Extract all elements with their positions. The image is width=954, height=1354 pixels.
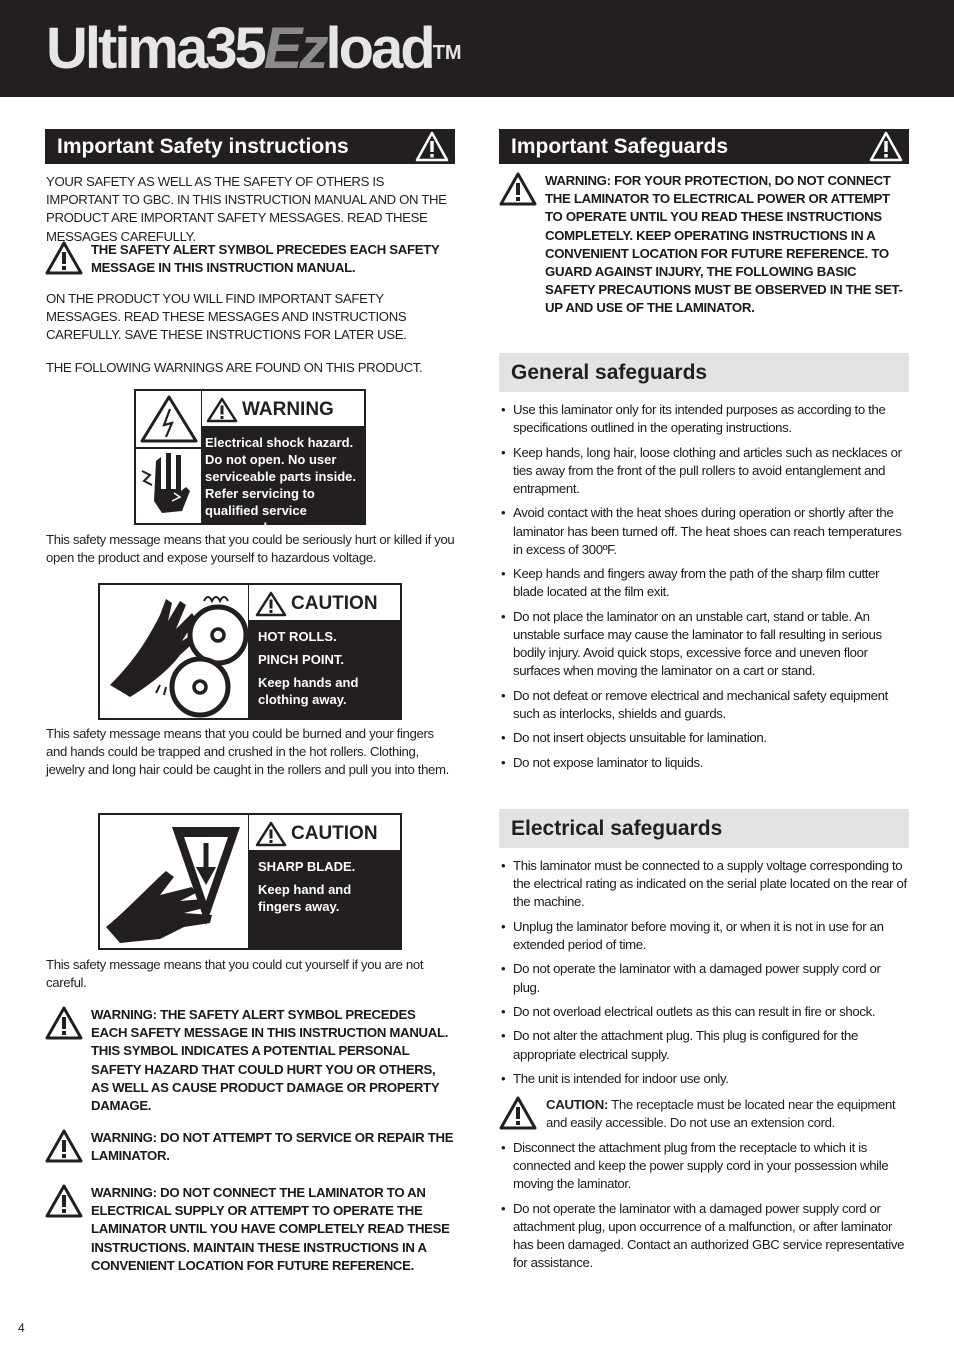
logo-ez: Ez xyxy=(263,16,326,81)
page-number: 4 xyxy=(18,1321,25,1335)
sharp-blade-icon xyxy=(100,815,249,948)
caution-label-hot-rolls xyxy=(98,583,402,720)
header-bar xyxy=(0,0,954,97)
list-item: • Do not operate the laminator with a damaged power supply cord or plug. xyxy=(499,960,907,996)
warning-label-title: WARNING xyxy=(202,391,364,428)
alert-triangle-icon xyxy=(869,131,903,162)
intro-text: YOUR SAFETY AS WELL AS THE SAFETY OF OTHERS IS IMPORTANT TO GBC. IN THIS INSTRUCTION MANUAL AND ON THE PRODUCT ARE IMPORTANT SAFETY MESSAGES. READ THESE MESSAGES CAREFULLY. xyxy=(46,174,447,244)
alert-triangle-icon xyxy=(45,1129,83,1163)
caution-receptacle-text: CAUTION: The receptacle must be located near the equipment and easily accessible. Do not use an extension cord. xyxy=(546,1097,896,1131)
list-item: • Keep hands and fingers away from the path of the sharp film cutter blade located at the film exit. xyxy=(499,565,907,601)
list-item: • Disconnect the attachment plug from the receptacle to which it is connected and keep the power supply cord in your possession while moving the laminator. xyxy=(499,1139,907,1194)
list-item: • Do not overload electrical outlets as this can result in fire or shock. xyxy=(499,1003,907,1021)
electric-shock-icon xyxy=(136,391,202,523)
electrical-safeguards-list xyxy=(499,857,907,1094)
logo-tm: TM xyxy=(432,42,462,64)
general-safeguards-list xyxy=(499,401,907,778)
warning-text-3: WARNING: DO NOT CONNECT THE LAMINATOR TO AN ELECTRICAL SUPPLY OR ATTEMPT TO OPERATE THE LAMINATOR UNTIL YOU HAVE COMPLETELY READ THESE INSTRUCTIONS. MAINTAIN THESE INSTRUCTIONS IN A CONVENIENT LOCATION FOR FUTURE REFERENCE. xyxy=(91,1185,450,1273)
warning-text-1: WARNING: THE SAFETY ALERT SYMBOL PRECEDES EACH SAFETY MESSAGE IN THIS INSTRUCTION MANUAL. THIS SYMBOL INDICATES A POTENTIAL PERSONAL SAFETY HAZARD THAT COULD HURT YOU OR OTHERS, AS WELL AS CAUSE PRODUCT DAMAGE OR PROPERTY DAMAGE. xyxy=(91,1007,449,1114)
hot-rolls-pinch-icon xyxy=(100,585,249,718)
safety-instructions-heading: Important Safety instructions xyxy=(45,129,455,164)
label3-description: This safety message means that you could cut yourself if you are not careful. xyxy=(46,957,424,991)
list-item: • Do not defeat or remove electrical and mechanical safety equipment such as interlocks, shields and guards. xyxy=(499,687,907,723)
alert-triangle-icon xyxy=(415,131,449,162)
caution-label-title: CAUTION xyxy=(249,585,400,622)
alert-triangle-icon xyxy=(255,591,287,617)
alert-triangle-icon xyxy=(45,1006,83,1040)
alert-triangle-icon xyxy=(45,241,83,275)
list-item: • The unit is intended for indoor use only. xyxy=(499,1070,907,1088)
safeguards-heading: Important Safeguards xyxy=(499,129,909,164)
alert-triangle-icon xyxy=(499,172,537,206)
warning-label-text: Electrical shock hazard. Do not open. No user serviceable parts inside. Refer servicing to qualified service personnel. xyxy=(202,428,364,523)
list-item: • Do not place the laminator on an unstable cart, stand or table. An unstable surface may cause the laminator to fall resulting in serious bodily injury. Avoid quick stops, excessive force and uneven floor surfaces when moving the laminator on a cart or stand. xyxy=(499,608,907,681)
following-warnings-text: THE FOLLOWING WARNINGS ARE FOUND ON THIS PRODUCT. xyxy=(46,360,423,375)
label2-description: This safety message means that you could be burned and your fingers and hands could be trapped and crushed in the hot rollers. Clothing, jewelry and long hair could be caught in the rollers and pull you into them. xyxy=(46,726,449,778)
list-item: • Use this laminator only for its intended purposes as according to the specifications outlined in the operating instructions. xyxy=(499,401,907,437)
product-logo xyxy=(46,14,462,94)
list-item: • Do not alter the attachment plug. This plug is configured for the appropriate electrical supply. xyxy=(499,1027,907,1063)
alert-triangle-icon xyxy=(45,1184,83,1218)
list-item: • Do not expose laminator to liquids. xyxy=(499,754,907,772)
list-item: • This laminator must be connected to a supply voltage corresponding to the electrical rating as indicated on the serial plate located on the rear of the machine. xyxy=(499,857,907,912)
safeguards-warning-text: WARNING: FOR YOUR PROTECTION, DO NOT CONNECT THE LAMINATOR TO ELECTRICAL POWER OR ATTEMPT TO OPERATE UNTIL YOU READ THESE INSTRUCTIONS COMPLETELY. KEEP OPERATING INSTRUCTIONS IN A CONVENIENT LOCATION FOR FUTURE REFERENCE. TO GUARD AGAINST INJURY, THE FOLLOWING BASIC SAFETY PRECAUTIONS MUST BE OBSERVED IN THE SET-UP AND USE OF THE LAMINATOR. xyxy=(545,173,903,316)
caution-label-title: CAUTION xyxy=(249,815,400,852)
list-item: • Do not insert objects unsuitable for lamination. xyxy=(499,729,907,747)
alert-triangle-icon xyxy=(255,821,287,847)
caution-label-hot-rolls-text: HOT ROLLS. PINCH POINT. Keep hands and clothing away. xyxy=(249,622,400,718)
caution-label-sharp-blade-text: SHARP BLADE. Keep hand and fingers away. xyxy=(249,852,400,948)
alert-triangle-icon xyxy=(499,1096,537,1130)
alert-symbol-text: THE SAFETY ALERT SYMBOL PRECEDES EACH SAFETY MESSAGE IN THIS INSTRUCTION MANUAL. xyxy=(91,242,440,276)
list-item: • Do not operate the laminator with a damaged power supply cord or attachment plug, upon occurrence of a malfunction, or after laminator has been damaged. Contact an authorized GBC service representative for assistance. xyxy=(499,1200,907,1273)
logo-main: Ultima35 xyxy=(46,16,264,81)
logo-load: load xyxy=(325,16,433,81)
caution-label-sharp-blade xyxy=(98,813,402,950)
list-item: • Avoid contact with the heat shoes during operation or shortly after the laminator has been turned off. The heat shoes can reach temperatures in excess of 300ºF. xyxy=(499,504,907,559)
list-item: • Unplug the laminator before moving it, or when it is not in use for an extended period of time. xyxy=(499,918,907,954)
alert-triangle-icon xyxy=(206,397,238,423)
label1-description: This safety message means that you could be seriously hurt or killed if you open the product and expose yourself to hazardous voltage. xyxy=(46,532,455,566)
electrical-safeguards-heading: Electrical safeguards xyxy=(499,809,909,848)
general-safeguards-heading: General safeguards xyxy=(499,353,909,392)
list-item: • Keep hands, long hair, loose clothing and articles such as necklaces or ties away from the front of the pull rollers to avoid entanglement and entrapment. xyxy=(499,444,907,499)
product-messages-text: ON THE PRODUCT YOU WILL FIND IMPORTANT SAFETY MESSAGES. READ THESE MESSAGES AND INSTRUCTIONS CAREFULLY. SAVE THESE INSTRUCTIONS FOR LATER USE. xyxy=(46,291,407,343)
warning-label-electrical xyxy=(134,389,366,535)
warning-text-2: WARNING: DO NOT ATTEMPT TO SERVICE OR REPAIR THE LAMINATOR. xyxy=(91,1130,454,1164)
electrical-safeguards-list-continued xyxy=(499,1139,907,1279)
